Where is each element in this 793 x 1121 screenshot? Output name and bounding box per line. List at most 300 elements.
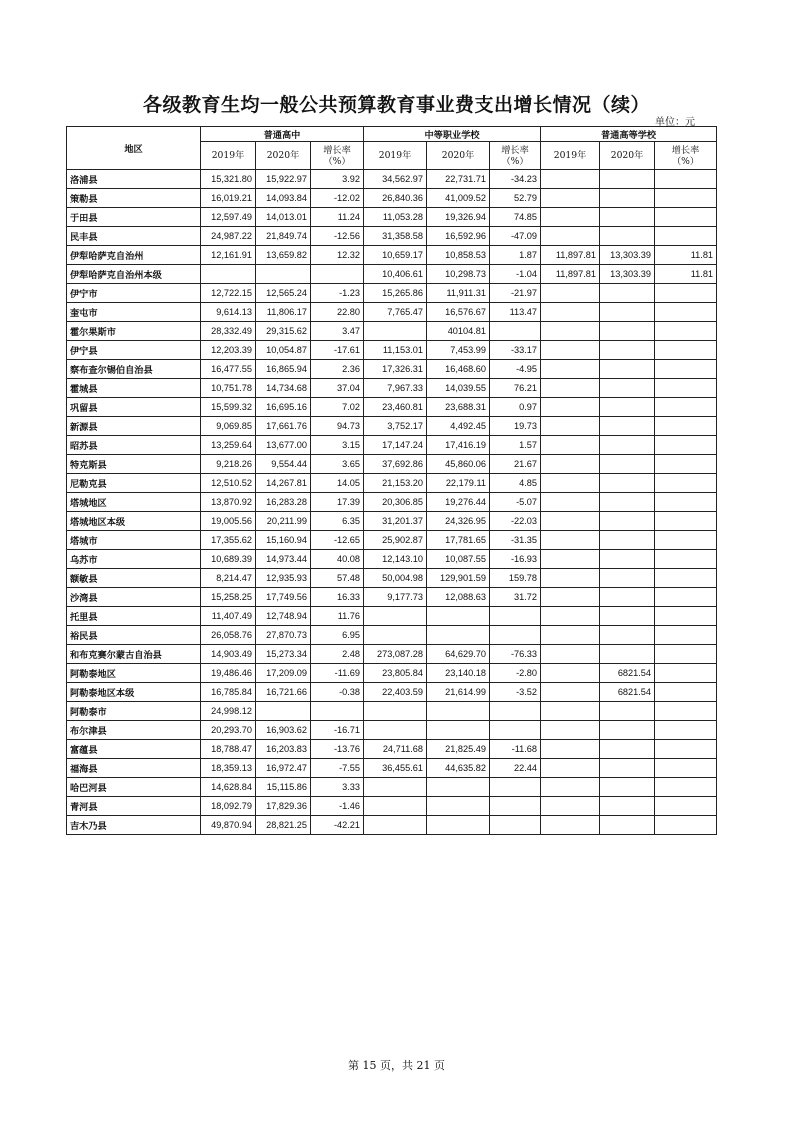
voc-2019-cell: 11,153.01 (364, 341, 427, 360)
voc-growth-cell: -21.97 (490, 284, 541, 303)
region-cell: 昭苏县 (67, 436, 201, 455)
hs-2019-cell: 26,058.76 (201, 626, 256, 645)
voc-growth-cell: -3.52 (490, 683, 541, 702)
he-2020-cell (600, 189, 655, 208)
hs-2019-cell: 24,998.12 (201, 702, 256, 721)
voc-2019-cell: 36,455.61 (364, 759, 427, 778)
voc-2020-cell (427, 797, 490, 816)
region-cell: 尼勒克县 (67, 474, 201, 493)
hs-2020-cell: 16,865.94 (256, 360, 311, 379)
he-2020-cell (600, 550, 655, 569)
he-2019-cell (541, 797, 600, 816)
voc-growth-cell: -11.68 (490, 740, 541, 759)
he-2019-cell (541, 341, 600, 360)
hs-2020-cell: 12,748.94 (256, 607, 311, 626)
region-cell: 额敏县 (67, 569, 201, 588)
unit-label: 单位：元 (655, 117, 695, 128)
he-2020-cell (600, 341, 655, 360)
voc-growth-cell (490, 702, 541, 721)
hs-2020-cell: 10,054.87 (256, 341, 311, 360)
voc-2020-cell: 23,140.18 (427, 664, 490, 683)
data-table (66, 126, 717, 835)
he-2019-cell (541, 455, 600, 474)
voc-2019-cell: 10,659.17 (364, 246, 427, 265)
voc-2019-cell: 273,087.28 (364, 645, 427, 664)
hs-growth-cell: 37.04 (311, 379, 364, 398)
growth-header-text: 增长率（%） (671, 144, 700, 167)
voc-2019-cell (364, 626, 427, 645)
voc-growth-cell: -2.80 (490, 664, 541, 683)
he-growth-cell (655, 740, 717, 759)
region-cell: 阿勒泰地区本级 (67, 683, 201, 702)
hs-growth-cell: -16.71 (311, 721, 364, 740)
region-cell: 霍尔果斯市 (67, 322, 201, 341)
voc-growth-cell: -5.07 (490, 493, 541, 512)
hs-growth-cell: 22.80 (311, 303, 364, 322)
he-growth-cell (655, 170, 717, 189)
voc-growth-cell: 4.85 (490, 474, 541, 493)
region-cell: 布尔津县 (67, 721, 201, 740)
he-2019-cell (541, 664, 600, 683)
he-growth-cell (655, 645, 717, 664)
region-cell: 察布查尔锡伯自治县 (67, 360, 201, 379)
hs-growth-cell: -7.55 (311, 759, 364, 778)
table-row (67, 360, 717, 379)
voc-2020-cell: 22,179.11 (427, 474, 490, 493)
region-cell: 福海县 (67, 759, 201, 778)
he-2020-cell (600, 626, 655, 645)
hs-growth-cell: 3.47 (311, 322, 364, 341)
hs-2019-cell: 10,751.78 (201, 379, 256, 398)
he-2019-cell (541, 740, 600, 759)
hs-2020-cell: 14,267.81 (256, 474, 311, 493)
voc-growth-cell: -76.33 (490, 645, 541, 664)
he-growth-cell (655, 759, 717, 778)
region-cell: 阿勒泰地区 (67, 664, 201, 683)
he-2019-cell (541, 398, 600, 417)
region-cell: 霍城县 (67, 379, 201, 398)
he-growth-cell (655, 303, 717, 322)
he-growth-cell (655, 398, 717, 417)
hs-2019-cell: 12,722.15 (201, 284, 256, 303)
he-2019-cell (541, 607, 600, 626)
hs-growth-cell: 11.24 (311, 208, 364, 227)
he-2020-cell (600, 759, 655, 778)
voc-2019-cell: 10,406.61 (364, 265, 427, 284)
he-growth-cell (655, 322, 717, 341)
hs-growth-cell: -12.02 (311, 189, 364, 208)
table-row (67, 227, 717, 246)
he-2019-cell (541, 360, 600, 379)
hs-2020-cell: 28,821.25 (256, 816, 311, 835)
he-2020-cell (600, 379, 655, 398)
region-cell: 伊犁哈萨克自治州 (67, 246, 201, 265)
hs-2019-cell: 15,258.25 (201, 588, 256, 607)
he-2020-cell (600, 398, 655, 417)
hs-2019-cell: 17,355.62 (201, 531, 256, 550)
hs-growth-cell: -1.23 (311, 284, 364, 303)
he-growth-cell (655, 208, 717, 227)
hs-growth-cell: 57.48 (311, 569, 364, 588)
he-2019-cell (541, 417, 600, 436)
table-row (67, 284, 717, 303)
voc-2020-cell: 12,088.63 (427, 588, 490, 607)
hs-2020-cell (256, 265, 311, 284)
voc-2020-cell: 19,326.94 (427, 208, 490, 227)
table-row (67, 322, 717, 341)
he-growth-cell (655, 227, 717, 246)
he-growth-cell (655, 379, 717, 398)
voc-2019-cell: 26,840.36 (364, 189, 427, 208)
voc-2019-cell (364, 607, 427, 626)
he-2019-cell (541, 474, 600, 493)
voc-growth-cell: -4.95 (490, 360, 541, 379)
he-2020-cell: 6821.54 (600, 664, 655, 683)
voc-growth-cell (490, 322, 541, 341)
hs-2019-cell: 9,218.26 (201, 455, 256, 474)
hs-growth-cell: 17.39 (311, 493, 364, 512)
hs-2019-cell: 16,785.84 (201, 683, 256, 702)
table-row (67, 759, 717, 778)
he-2019-cell (541, 626, 600, 645)
he-2020-cell (600, 322, 655, 341)
region-cell: 巩留县 (67, 398, 201, 417)
table-row (67, 702, 717, 721)
he-2019-cell (541, 303, 600, 322)
region-cell: 哈巴河县 (67, 778, 201, 797)
column-header-2020: 2020年 (256, 142, 311, 170)
voc-growth-cell (490, 797, 541, 816)
hs-growth-cell: 7.02 (311, 398, 364, 417)
hs-growth-cell (311, 265, 364, 284)
column-header-2020: 2020年 (427, 142, 490, 170)
voc-growth-cell: 113.47 (490, 303, 541, 322)
voc-2019-cell: 17,147.24 (364, 436, 427, 455)
voc-2019-cell: 50,004.98 (364, 569, 427, 588)
hs-growth-cell: 12.32 (311, 246, 364, 265)
he-2020-cell (600, 284, 655, 303)
voc-2020-cell: 16,592.96 (427, 227, 490, 246)
region-cell: 民丰县 (67, 227, 201, 246)
hs-2019-cell: 11,407.49 (201, 607, 256, 626)
hs-2019-cell: 19,005.56 (201, 512, 256, 531)
he-2020-cell (600, 208, 655, 227)
he-growth-cell (655, 417, 717, 436)
table-row (67, 341, 717, 360)
hs-growth-cell: -17.61 (311, 341, 364, 360)
hs-2020-cell: 16,721.66 (256, 683, 311, 702)
voc-growth-cell (490, 626, 541, 645)
voc-2020-cell: 21,825.49 (427, 740, 490, 759)
voc-growth-cell (490, 721, 541, 740)
hs-2020-cell: 15,922.97 (256, 170, 311, 189)
voc-2020-cell: 45,860.06 (427, 455, 490, 474)
he-2019-cell (541, 550, 600, 569)
voc-2020-cell: 4,492.45 (427, 417, 490, 436)
voc-2019-cell (364, 322, 427, 341)
he-2020-cell (600, 512, 655, 531)
voc-growth-cell: -47.09 (490, 227, 541, 246)
he-growth-cell (655, 284, 717, 303)
column-header-2019: 2019年 (364, 142, 427, 170)
he-2020-cell (600, 778, 655, 797)
voc-growth-cell: 159.78 (490, 569, 541, 588)
voc-2020-cell (427, 816, 490, 835)
voc-growth-cell: 1.87 (490, 246, 541, 265)
he-2019-cell: 11,897.81 (541, 265, 600, 284)
he-2019-cell (541, 588, 600, 607)
voc-2020-cell: 10,087.55 (427, 550, 490, 569)
hs-2019-cell: 14,903.49 (201, 645, 256, 664)
he-growth-cell (655, 626, 717, 645)
voc-2019-cell (364, 816, 427, 835)
hs-2020-cell: 17,209.09 (256, 664, 311, 683)
he-2019-cell (541, 702, 600, 721)
hs-2019-cell: 15,599.32 (201, 398, 256, 417)
hs-2019-cell: 14,628.84 (201, 778, 256, 797)
hs-2020-cell: 15,115.86 (256, 778, 311, 797)
voc-2020-cell: 40104.81 (427, 322, 490, 341)
voc-2020-cell: 24,326.95 (427, 512, 490, 531)
hs-2019-cell: 10,689.39 (201, 550, 256, 569)
he-growth-cell (655, 702, 717, 721)
hs-2020-cell: 20,211.99 (256, 512, 311, 531)
group-header-high-school: 普通高中 (201, 127, 364, 142)
hs-2020-cell: 12,565.24 (256, 284, 311, 303)
hs-growth-cell: 11.76 (311, 607, 364, 626)
he-growth-cell (655, 778, 717, 797)
table-row (67, 512, 717, 531)
voc-2020-cell: 41,009.52 (427, 189, 490, 208)
hs-growth-cell: -42.21 (311, 816, 364, 835)
hs-growth-cell: -12.65 (311, 531, 364, 550)
hs-growth-cell: 3.92 (311, 170, 364, 189)
column-header-growth (490, 142, 541, 170)
he-2020-cell (600, 588, 655, 607)
voc-growth-cell: -33.17 (490, 341, 541, 360)
table-row (67, 740, 717, 759)
voc-growth-cell (490, 607, 541, 626)
he-growth-cell (655, 816, 717, 835)
hs-2020-cell: 13,677.00 (256, 436, 311, 455)
voc-2020-cell: 22,731.71 (427, 170, 490, 189)
growth-header-text: 增长率（%） (501, 144, 529, 167)
he-growth-cell: 11.81 (655, 265, 717, 284)
he-2020-cell (600, 702, 655, 721)
he-growth-cell (655, 493, 717, 512)
he-growth-cell (655, 550, 717, 569)
hs-2019-cell: 8,214.47 (201, 569, 256, 588)
he-2020-cell (600, 607, 655, 626)
region-cell: 阿勒泰市 (67, 702, 201, 721)
hs-2019-cell: 15,321.80 (201, 170, 256, 189)
he-2020-cell (600, 474, 655, 493)
group-header-higher-ed: 普通高等学校 (541, 127, 717, 142)
table-row (67, 664, 717, 683)
column-header-2020: 2020年 (600, 142, 655, 170)
voc-2020-cell: 44,635.82 (427, 759, 490, 778)
hs-growth-cell: 16.33 (311, 588, 364, 607)
table-row (67, 170, 717, 189)
growth-header-text: 增长率（%） (323, 144, 351, 167)
voc-2020-cell (427, 607, 490, 626)
page-footer: 第 15 页，共 21 页 (348, 1059, 445, 1072)
voc-2019-cell: 22,403.59 (364, 683, 427, 702)
hs-2020-cell: 21,849.74 (256, 227, 311, 246)
region-cell: 于田县 (67, 208, 201, 227)
hs-2020-cell: 14,734.68 (256, 379, 311, 398)
voc-growth-cell: 21.67 (490, 455, 541, 474)
voc-2020-cell: 16,468.60 (427, 360, 490, 379)
table-row (67, 303, 717, 322)
region-cell: 伊宁市 (67, 284, 201, 303)
hs-2020-cell: 13,659.82 (256, 246, 311, 265)
region-cell: 塔城地区 (67, 493, 201, 512)
voc-2019-cell: 24,711.68 (364, 740, 427, 759)
hs-2019-cell: 12,597.49 (201, 208, 256, 227)
hs-growth-cell: 3.65 (311, 455, 364, 474)
voc-2019-cell: 11,053.28 (364, 208, 427, 227)
voc-growth-cell: 1.57 (490, 436, 541, 455)
voc-2020-cell: 14,039.55 (427, 379, 490, 398)
voc-2020-cell: 17,781.65 (427, 531, 490, 550)
he-growth-cell (655, 360, 717, 379)
voc-2020-cell: 21,614.99 (427, 683, 490, 702)
table-row (67, 816, 717, 835)
column-header-2019: 2019年 (201, 142, 256, 170)
hs-2020-cell: 12,935.93 (256, 569, 311, 588)
region-cell: 特克斯县 (67, 455, 201, 474)
table-row (67, 550, 717, 569)
table-row (67, 379, 717, 398)
he-2020-cell (600, 493, 655, 512)
hs-growth-cell: -13.76 (311, 740, 364, 759)
region-cell: 吉木乃县 (67, 816, 201, 835)
hs-growth-cell: 6.95 (311, 626, 364, 645)
voc-growth-cell: -1.04 (490, 265, 541, 284)
voc-2019-cell (364, 797, 427, 816)
voc-growth-cell: -16.93 (490, 550, 541, 569)
voc-2019-cell (364, 778, 427, 797)
he-growth-cell (655, 474, 717, 493)
voc-2020-cell (427, 778, 490, 797)
voc-2020-cell: 64,629.70 (427, 645, 490, 664)
he-2019-cell (541, 322, 600, 341)
region-cell: 塔城地区本级 (67, 512, 201, 531)
he-2019-cell (541, 645, 600, 664)
voc-2019-cell: 7,967.33 (364, 379, 427, 398)
he-growth-cell (655, 607, 717, 626)
table-row (67, 398, 717, 417)
voc-2020-cell: 10,298.73 (427, 265, 490, 284)
he-2020-cell (600, 569, 655, 588)
voc-2019-cell: 37,692.86 (364, 455, 427, 474)
voc-growth-cell (490, 778, 541, 797)
he-2019-cell (541, 436, 600, 455)
hs-2019-cell: 19,486.46 (201, 664, 256, 683)
voc-2019-cell (364, 702, 427, 721)
hs-2019-cell: 18,359.13 (201, 759, 256, 778)
hs-2019-cell: 20,293.70 (201, 721, 256, 740)
voc-2020-cell: 10,858.53 (427, 246, 490, 265)
table-row (67, 607, 717, 626)
hs-growth-cell: 6.35 (311, 512, 364, 531)
hs-2020-cell (256, 702, 311, 721)
hs-2020-cell: 27,870.73 (256, 626, 311, 645)
he-2019-cell (541, 170, 600, 189)
hs-2019-cell: 13,870.92 (201, 493, 256, 512)
region-cell: 乌苏市 (67, 550, 201, 569)
hs-2020-cell: 14,093.84 (256, 189, 311, 208)
column-header-growth (311, 142, 364, 170)
hs-growth-cell (311, 702, 364, 721)
voc-2019-cell: 21,153.20 (364, 474, 427, 493)
he-2020-cell (600, 303, 655, 322)
he-2019-cell (541, 816, 600, 835)
he-2019-cell (541, 683, 600, 702)
hs-2020-cell: 16,203.83 (256, 740, 311, 759)
hs-2020-cell: 17,661.76 (256, 417, 311, 436)
page-title: 各级教育生均一般公共预算教育事业费支出增长情况（续） (142, 94, 650, 116)
voc-2019-cell: 3,752.17 (364, 417, 427, 436)
hs-2019-cell: 12,203.39 (201, 341, 256, 360)
voc-2020-cell: 19,276.44 (427, 493, 490, 512)
group-header-vocational: 中等职业学校 (364, 127, 541, 142)
he-growth-cell (655, 531, 717, 550)
he-growth-cell (655, 797, 717, 816)
he-growth-cell (655, 569, 717, 588)
he-2019-cell (541, 208, 600, 227)
he-growth-cell (655, 664, 717, 683)
region-cell: 新源县 (67, 417, 201, 436)
he-2019-cell (541, 189, 600, 208)
voc-2020-cell (427, 702, 490, 721)
voc-2019-cell: 12,143.10 (364, 550, 427, 569)
voc-2020-cell (427, 721, 490, 740)
region-cell: 策勒县 (67, 189, 201, 208)
hs-2020-cell: 14,013.01 (256, 208, 311, 227)
hs-growth-cell: 14.05 (311, 474, 364, 493)
table-body (67, 170, 717, 835)
hs-2020-cell: 9,554.44 (256, 455, 311, 474)
hs-growth-cell: 3.33 (311, 778, 364, 797)
he-2019-cell (541, 759, 600, 778)
he-2019-cell (541, 493, 600, 512)
table-row (67, 246, 717, 265)
hs-2020-cell: 16,283.28 (256, 493, 311, 512)
hs-2019-cell: 9,614.13 (201, 303, 256, 322)
voc-growth-cell: 22.44 (490, 759, 541, 778)
hs-2019-cell: 9,069.85 (201, 417, 256, 436)
voc-2019-cell: 17,326.31 (364, 360, 427, 379)
voc-2019-cell: 31,201.37 (364, 512, 427, 531)
table-row (67, 436, 717, 455)
hs-2019-cell: 13,259.64 (201, 436, 256, 455)
table-row (67, 189, 717, 208)
voc-2020-cell: 7,453.99 (427, 341, 490, 360)
he-2020-cell (600, 645, 655, 664)
he-2020-cell (600, 455, 655, 474)
he-2020-cell: 6821.54 (600, 683, 655, 702)
voc-2019-cell: 15,265.86 (364, 284, 427, 303)
voc-2019-cell (364, 721, 427, 740)
hs-growth-cell: 2.36 (311, 360, 364, 379)
he-2020-cell (600, 740, 655, 759)
region-cell: 青河县 (67, 797, 201, 816)
he-2019-cell (541, 512, 600, 531)
voc-2019-cell: 23,460.81 (364, 398, 427, 417)
voc-growth-cell: -22.03 (490, 512, 541, 531)
